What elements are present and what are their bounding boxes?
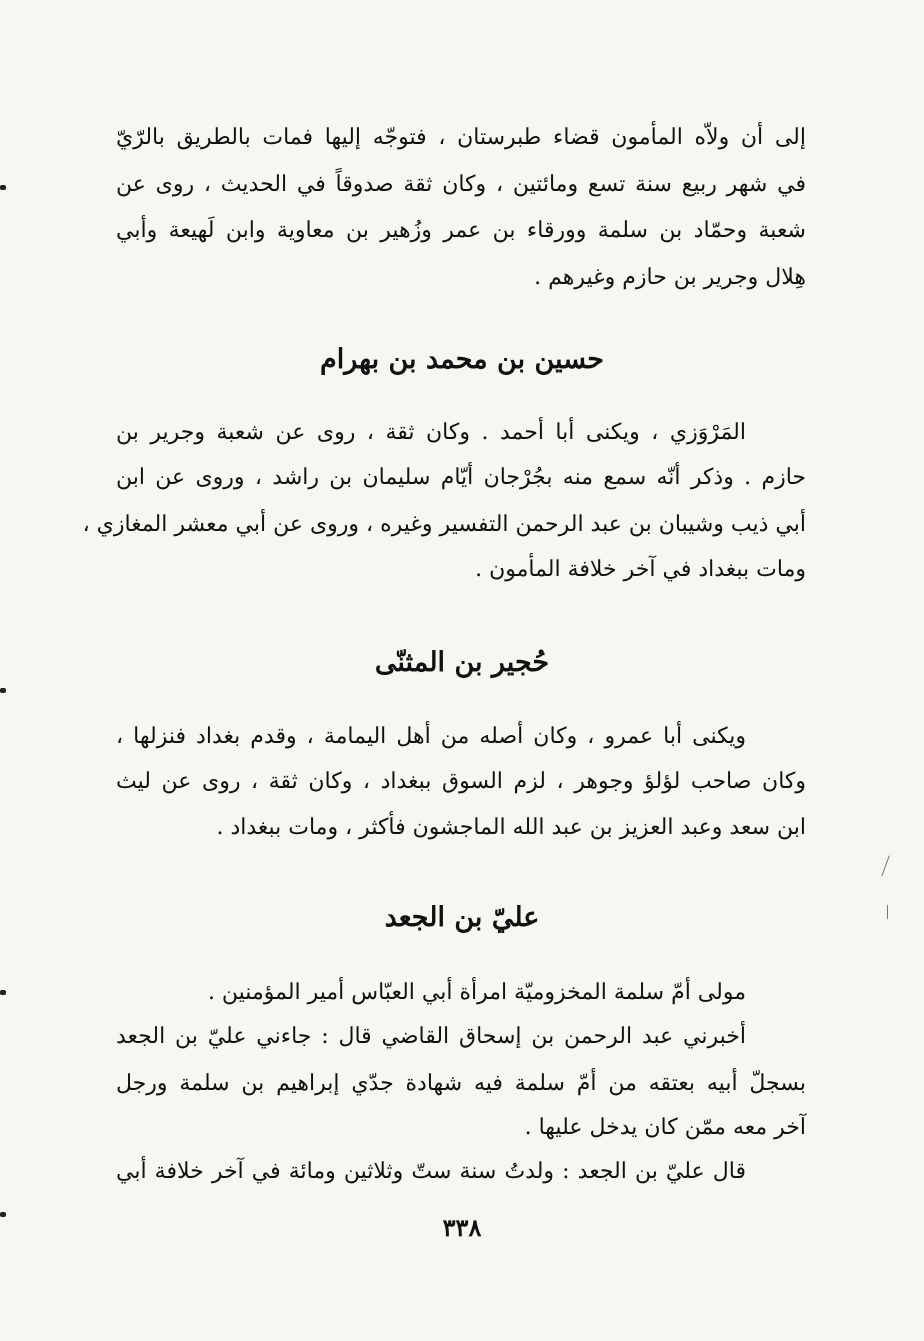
text-line: مولى أمّ سلمة المخزوميّة امرأة أبي العبّاس أمير المؤمنين . bbox=[207, 980, 746, 1005]
section-heading: حُجير بن المثنّى bbox=[374, 647, 550, 678]
scan-mark bbox=[0, 185, 6, 190]
page-number: ٣٣٨ bbox=[442, 1213, 482, 1242]
text-line: المَرْوَزي ، ويكنى أبا أحمد . وكان ثقة ، روى عن شعبة وجرير بن bbox=[116, 420, 746, 445]
text-line: ويكنى أبا عمرو ، وكان أصله من أهل اليمامة ، وقدم بغداد فنزلها ، bbox=[116, 724, 746, 749]
text-line: إلى أن ولاّه المأمون قضاء طبرستان ، فتوجّه إليها فمات بالطريق بالرّيّ bbox=[116, 125, 806, 150]
text-line: أبي ذيب وشيبان بن عبد الرحمن التفسير وغيره ، وروى عن أبي معشر المغازي ، bbox=[82, 512, 806, 537]
text-line: حازم . وذكر أنّه سمع منه بجُرْجان أيّام سليمان بن راشد ، وروى عن ابن bbox=[116, 465, 806, 490]
text-line: شعبة وحمّاد بن سلمة وورقاء بن عمر وزُهير بن معاوية وابن لَهيعة وأبي bbox=[116, 218, 806, 243]
text-line: هِلال وجرير بن حازم وغيرهم . bbox=[534, 265, 806, 290]
scan-mark bbox=[0, 1212, 6, 1217]
text-line: أخبرني عبد الرحمن بن إسحاق القاضي قال : جاءني عليّ بن الجعد bbox=[116, 1024, 746, 1049]
text-line: بسجلّ أبيه بعتقه من أمّ سلمة فيه شهادة جدّي إبراهيم بن سلمة ورجل bbox=[116, 1071, 806, 1096]
text-line: في شهر ربيع سنة تسع ومائتين ، وكان ثقة صدوقاً في الحديث ، روى عن bbox=[116, 172, 806, 197]
scan-mark bbox=[887, 905, 888, 919]
scan-mark bbox=[881, 855, 889, 876]
text-line: وكان صاحب لؤلؤ وجوهر ، لزم السوق ببغداد ، وكان ثقة ، روى عن ليث bbox=[116, 769, 806, 794]
text-line: ومات ببغداد في آخر خلافة المأمون . bbox=[475, 557, 806, 582]
section-heading: عليّ بن الجعد bbox=[384, 902, 540, 933]
text-line: قال عليّ بن الجعد : ولدتُ سنة ستّ وثلاثين ومائة في آخر خلافة أبي bbox=[116, 1159, 746, 1184]
scan-mark bbox=[0, 688, 6, 693]
text-line: ابن سعد وعبد العزيز بن عبد الله الماجشون فأكثر ، ومات ببغداد . bbox=[216, 815, 806, 840]
section-heading: حسين بن محمد بن بهرام bbox=[320, 344, 604, 375]
scan-mark bbox=[0, 990, 6, 995]
text-line: آخر معه ممّن كان يدخل عليها . bbox=[524, 1115, 806, 1140]
